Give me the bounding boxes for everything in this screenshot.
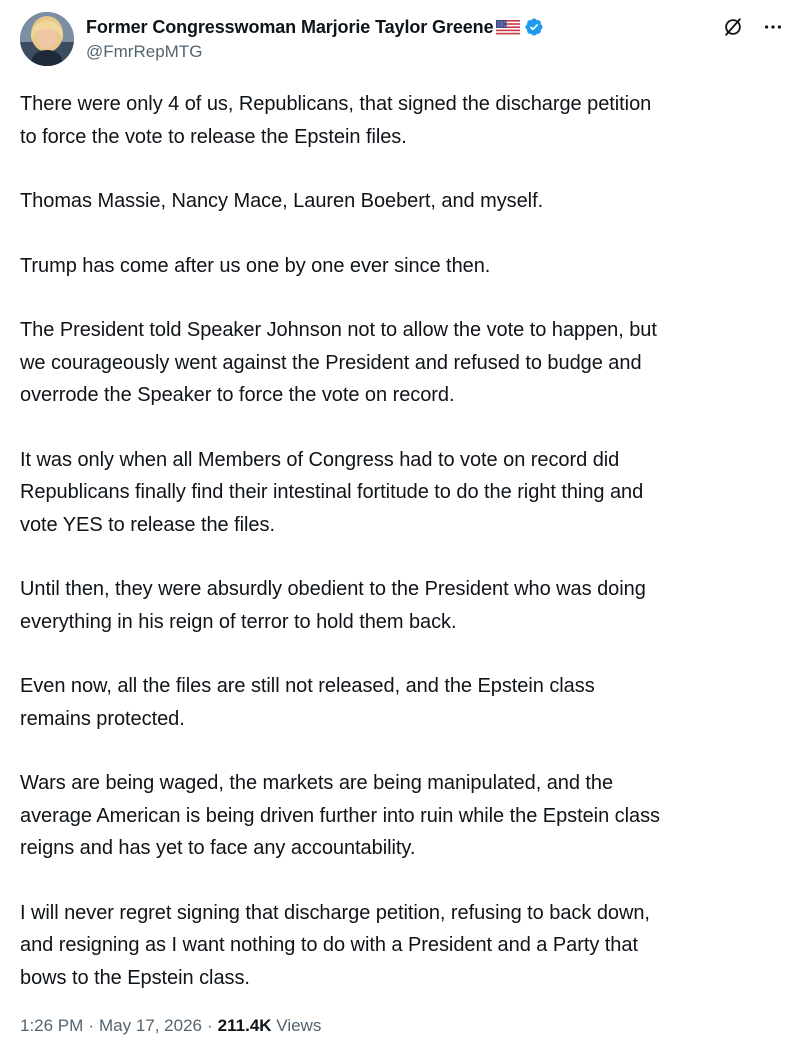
post-paragraph: There were only 4 of us, Republicans, that signed the discharge petition to force the vote to release the Epstein files. [20, 93, 652, 148]
post-time: 1:26 PM [20, 1016, 84, 1035]
grok-icon[interactable] [722, 16, 744, 38]
post-paragraph: It was only when all Members of Congress had to vote on record did Republicans finally find their intestinal fortitude to do the right thing and vote YES to release the files. [20, 448, 644, 536]
us-flag-icon [496, 20, 520, 35]
header-actions [722, 16, 784, 38]
post-paragraph: Trump has come after us one by one ever since then. [20, 254, 491, 277]
post-meta [20, 1016, 321, 1036]
author-display-name[interactable]: Former Congresswoman Marjorie Taylor Greene [86, 16, 494, 37]
post-date: May 17, 2026 [98, 1016, 202, 1035]
post-paragraph: Until then, they were absurdly obedient to the President who was doing everything in his reign of terror to hold them back. [20, 578, 646, 633]
author-name-row [86, 14, 544, 40]
post-paragraph: I will never regret signing that discharge petition, refusing to back down, and resigning as I want nothing to do with a President and a Party that bows to the Epstein class. [20, 901, 650, 989]
verified-badge-icon[interactable] [524, 17, 544, 37]
more-options-icon[interactable] [762, 16, 784, 38]
meta-separator: · [88, 1016, 94, 1035]
post-paragraph: Wars are being waged, the markets are being manipulated, and the average American is being driven further into ruin while the Epstein class reigns and has yet to face any accountability. [20, 772, 660, 859]
author-avatar[interactable] [20, 12, 74, 66]
post-paragraph: Thomas Massie, Nancy Mace, Lauren Boebert, and myself. [20, 190, 544, 212]
post-body [20, 88, 790, 1026]
post-time-link[interactable] [20, 1016, 202, 1035]
author-info [86, 14, 544, 62]
avatar-image [20, 12, 74, 66]
meta-separator: · [207, 1016, 213, 1035]
views-count[interactable]: 211.4K [217, 1016, 272, 1035]
post-paragraph: The President told Speaker Johnson not to allow the vote to happen, but we courageously went against the President and refused to budge and overrode the Speaker to force the vote on record. [20, 319, 657, 406]
views-label: Views [276, 1016, 322, 1035]
post-header [20, 10, 790, 68]
post-paragraph: Even now, all the files are still not released, and the Epstein class remains protected. [20, 675, 595, 730]
author-handle[interactable]: @FmrRepMTG [86, 42, 203, 61]
